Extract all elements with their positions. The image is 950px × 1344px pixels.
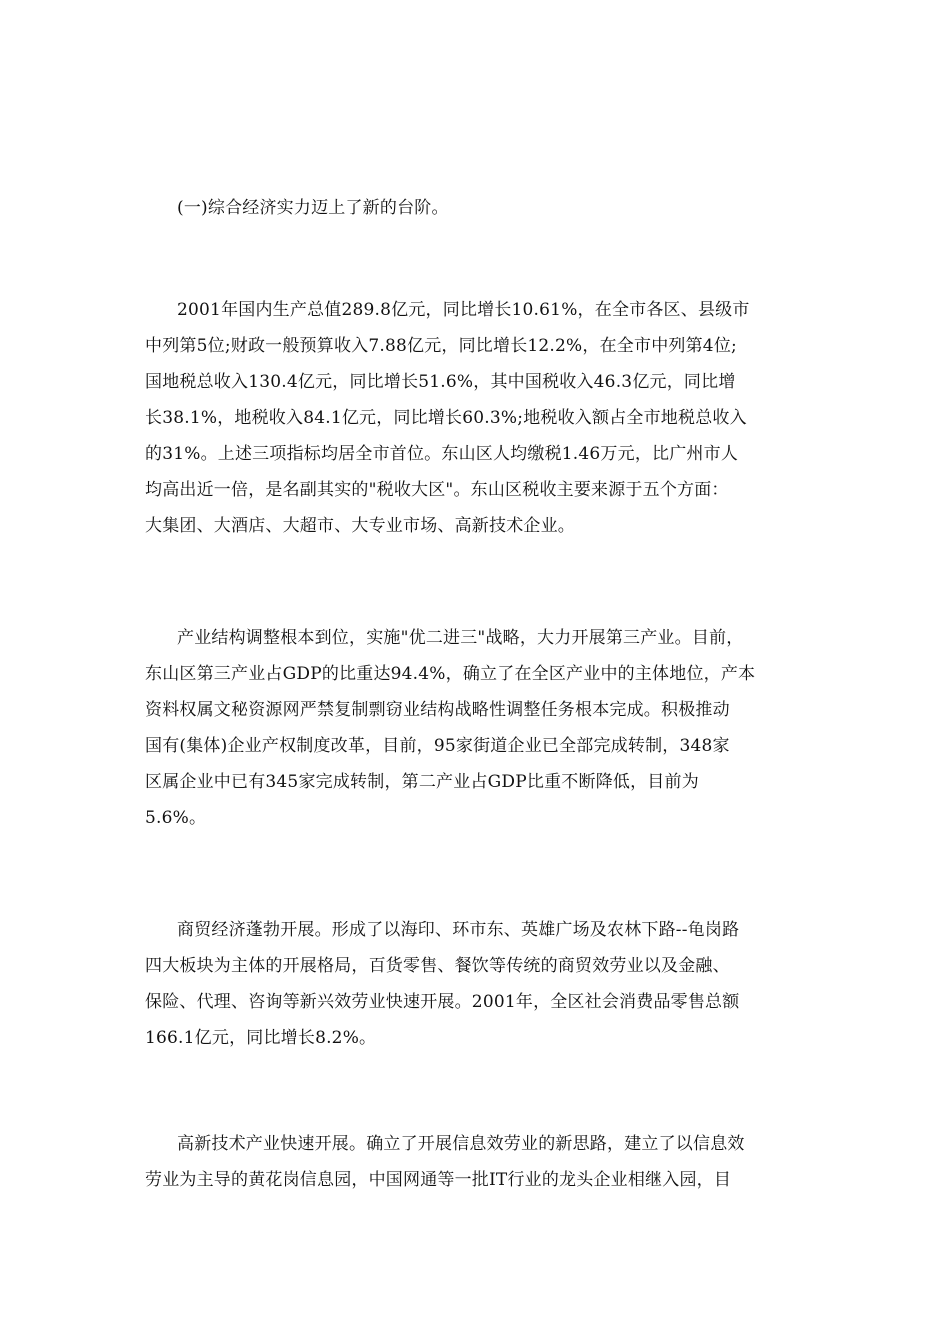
paragraph-industry-structure (145, 620, 825, 836)
section-heading (145, 190, 825, 226)
text-line: 中列第5位;财政一般预算收入7.88亿元，同比增长12.2%，在全市中列第4位; (145, 336, 737, 356)
text-line: 5.6%。 (145, 808, 207, 828)
text-line: 166.1亿元，同比增长8.2%。 (145, 1028, 377, 1048)
text-line: 区属企业中已有345家完成转制，第二产业占GDP比重不断降低，目前为 (145, 772, 699, 792)
text-line: 国地税总收入130.4亿元，同比增长51.6%，其中国税收入46.3亿元，同比增 (145, 372, 736, 392)
text-line: 劳业为主导的黄花岗信息园，中国网通等一批IT行业的龙头企业相继入园，目 (145, 1170, 732, 1190)
text-line: 商贸经济蓬勃开展。形成了以海印、环市东、英雄广场及农林下路--龟岗路 (177, 920, 740, 940)
paragraph-economy (145, 292, 825, 544)
paragraph-high-tech (145, 1126, 825, 1198)
text-line: 大集团、大酒店、大超市、大专业市场、高新技术企业。 (145, 516, 575, 536)
text-line: 长38.1%，地税收入84.1亿元，同比增长60.3%;地税收入额占全市地税总收入 (145, 408, 747, 428)
text-line: 资料权属文秘资源网严禁复制剽窃业结构战略性调整任务根本完成。积极推动 (145, 700, 730, 720)
heading-line: (一)综合经济实力迈上了新的台阶。 (177, 198, 449, 218)
text-line: 保险、代理、咨询等新兴效劳业快速开展。2001年，全区社会消费品零售总额 (145, 992, 740, 1012)
text-line: 均高出近一倍，是名副其实的"税收大区"。东山区税收主要来源于五个方面： (145, 480, 729, 500)
text-line: 东山区第三产业占GDP的比重达94.4%，确立了在全区产业中的主体地位，产本 (145, 664, 756, 684)
paragraph-commerce (145, 912, 825, 1056)
text-line: 的31%。上述三项指标均居全市首位。东山区人均缴税1.46万元，比广州市人 (145, 444, 739, 464)
text-line: 四大板块为主体的开展格局，百货零售、餐饮等传统的商贸效劳业以及金融、 (145, 956, 730, 976)
text-line: 2001年国内生产总值289.8亿元，同比增长10.61%，在全市各区、县级市 (177, 300, 750, 320)
text-line: 国有(集体)企业产权制度改革，目前，95家街道企业已全部完成转制，348家 (145, 736, 730, 756)
text-line: 产业结构调整根本到位，实施"优二进三"战略，大力开展第三产业。目前， (177, 628, 744, 648)
text-line: 高新技术产业快速开展。确立了开展信息效劳业的新思路，建立了以信息效 (177, 1134, 745, 1154)
